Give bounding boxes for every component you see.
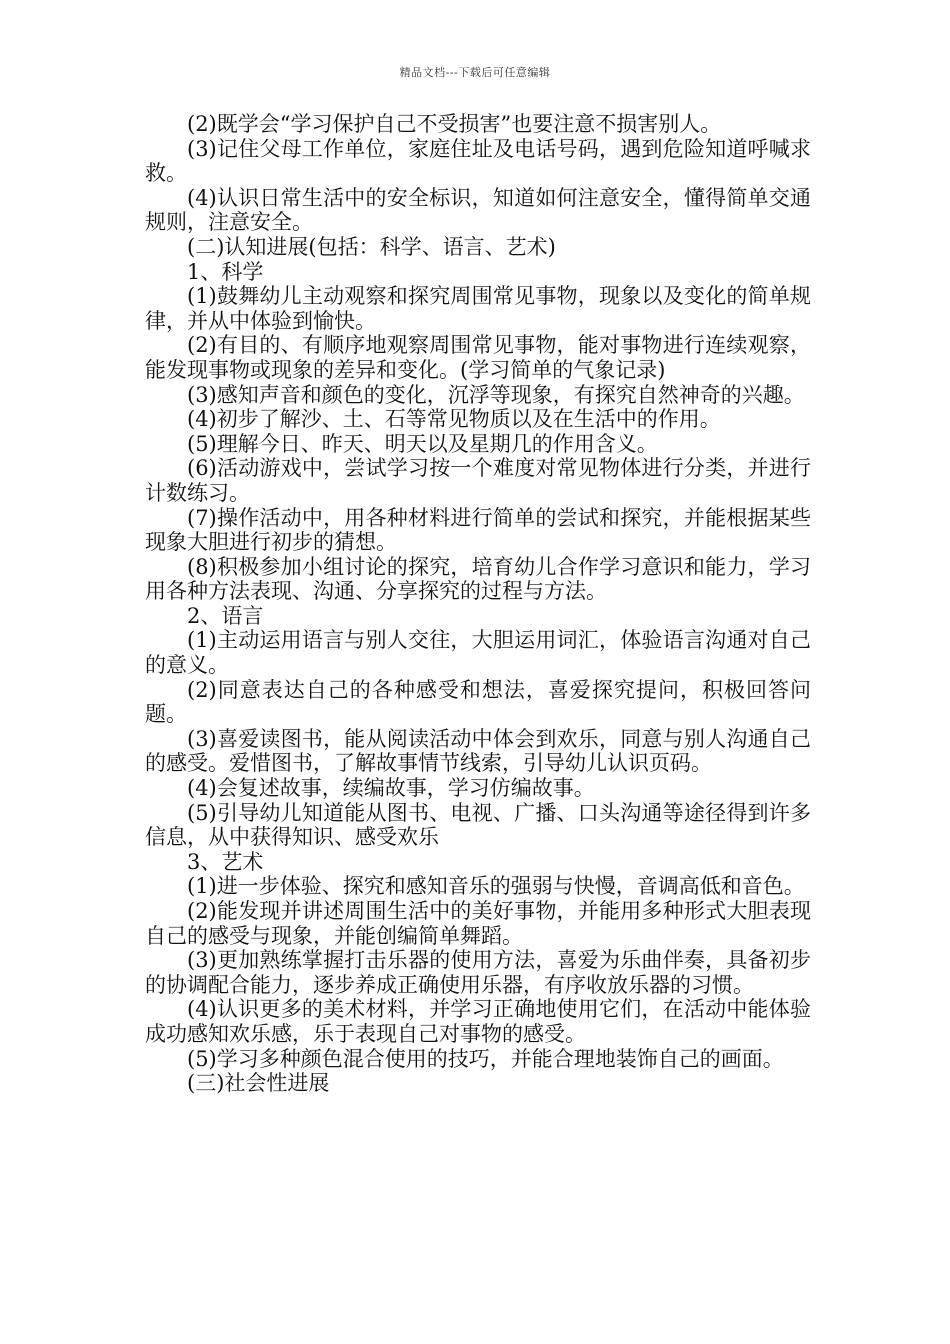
paragraph: (1)鼓舞幼儿主动观察和探究周围常见事物，现象以及变化的简单规律，并从中体验到愉快。 (145, 284, 811, 333)
paragraph: (1)进一步体验、探究和感知音乐的强弱与快慢，音调高低和音色。 (187, 874, 805, 899)
paragraph: (3)更加熟练掌握打击乐器的使用方法，喜爱为乐曲伴奏，具备初步的协调配合能力，逐步养成正确使用乐器，有序收放乐器的习惯。 (145, 948, 811, 997)
paragraph: (4)会复述故事，续编故事，学习仿编故事。 (187, 776, 595, 801)
subsection-heading: 3、艺术 (187, 849, 264, 874)
paragraph: (2)有目的、有顺序地观察周围常见事物，能对事物进行连续观察，能发现事物或现象的差异和变化。(学习简单的气象记录) (145, 333, 811, 382)
paragraph: (5)引导幼儿知道能从图书、电视、广播、口头沟通等途径得到许多信息，从中获得知识、感受欢乐 (145, 800, 811, 850)
paragraph: (3)喜爱读图书，能从阅读活动中体会到欢乐，同意与别人沟通自己的感受。爱惜图书，了解故事情节线索，引导幼儿认识页码。 (145, 726, 811, 776)
document-body (145, 112, 811, 1096)
section-heading: (三)社会性进展 (187, 1071, 330, 1096)
paragraph: (4)认识日常生活中的安全标识，知道如何注意安全，懂得简单交通规则，注意安全。 (145, 185, 811, 235)
subsection-heading: 2、语言 (187, 603, 264, 628)
paragraph: (4)认识更多的美术材料，并学习正确地使用它们，在活动中能体验成功感知欢乐感，乐于表现自己对事物的感受。 (145, 997, 811, 1046)
paragraph: (2)既学会“学习保护自己不受损害”也要注意不损害别人。 (187, 112, 722, 136)
paragraph: (3)记住父母工作单位，家庭住址及电话号码，遇到危险知道呼喊求救。 (145, 136, 811, 186)
paragraph: (3)感知声音和颜色的变化，沉浮等现象，有探究自然神奇的兴趣。 (187, 382, 805, 407)
paragraph: (2)同意表达自己的各种感受和想法，喜爱探究提问，积极回答问题。 (145, 677, 811, 727)
paragraph: (1)主动运用语言与别人交往，大胆运用词汇，体验语言沟通对自己的意义。 (145, 628, 811, 678)
paragraph: (7)操作活动中，用各种材料进行简单的尝试和探究，并能根据某些现象大胆进行初步的猜想。 (145, 505, 811, 555)
paragraph: (5)理解今日、昨天、明天以及星期几的作用含义。 (187, 431, 658, 456)
paragraph: (6)活动游戏中，尝试学习按一个难度对常见物体进行分类，并进行计数练习。 (145, 456, 811, 505)
subsection-heading: 1、科学 (187, 259, 264, 284)
page-header: 精品文档---下载后可任意编辑 (399, 66, 551, 79)
paragraph: (5)学习多种颜色混合使用的技巧，并能合理地装饰自己的画面。 (187, 1046, 784, 1071)
paragraph: (8)积极参加小组讨论的探究，培育幼儿合作学习意识和能力，学习用各种方法表现、沟通、分享探究的过程与方法。 (145, 554, 811, 604)
paragraph: (2)能发现并讲述周围生活中的美好事物，并能用多种形式大胆表现自己的感受与现象，并能创编简单舞蹈。 (145, 899, 811, 948)
section-heading: (二)认知进展(包括：科学、语言、艺术) (187, 234, 556, 259)
paragraph: (4)初步了解沙、土、石等常见物质以及在生活中的作用。 (187, 407, 721, 432)
